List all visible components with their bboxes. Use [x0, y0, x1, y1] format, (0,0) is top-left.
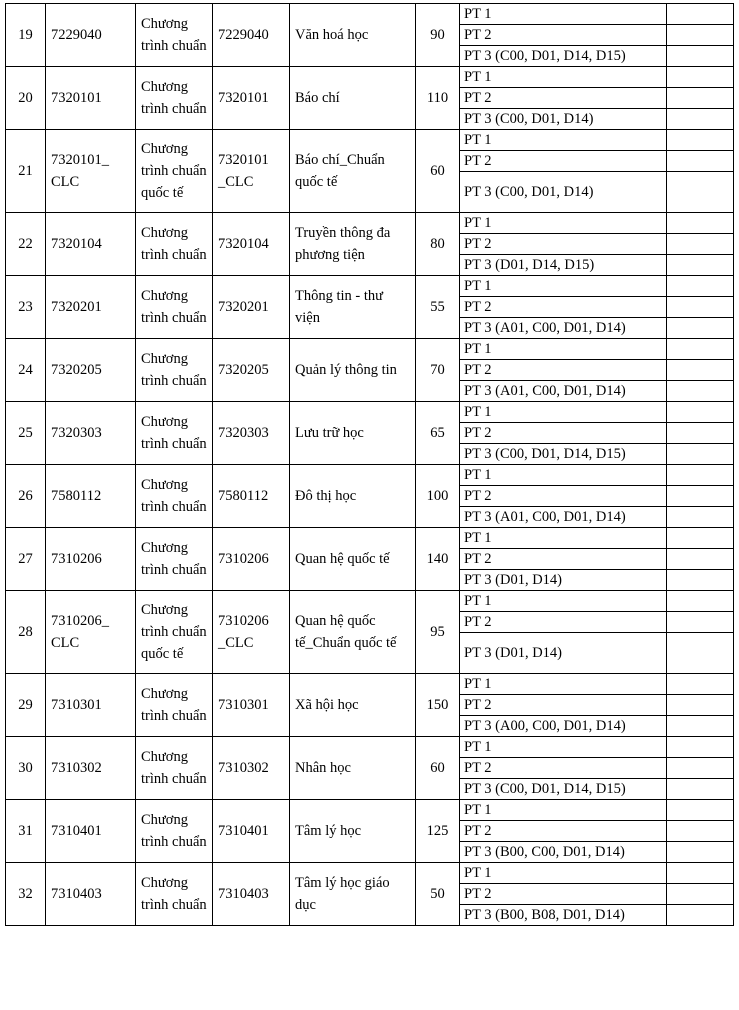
admission-code: 7229040 [213, 4, 290, 67]
empty-cell [667, 213, 734, 234]
admission-table [5, 3, 734, 926]
major-code: 7320303 [46, 402, 136, 465]
empty-cell [667, 737, 734, 758]
empty-cell [667, 234, 734, 255]
quota: 125 [416, 800, 460, 863]
program-type: Chương trình chuẩn [136, 737, 213, 800]
admission-method: PT 2 [460, 360, 667, 381]
quota: 95 [416, 591, 460, 674]
table-row [6, 339, 734, 360]
admission-code: 7320201 [213, 276, 290, 339]
major-code: 7320201 [46, 276, 136, 339]
major-name: Nhân học [290, 737, 416, 800]
admission-method: PT 2 [460, 151, 667, 172]
row-number: 19 [6, 4, 46, 67]
admission-code: 7310403 [213, 863, 290, 926]
quota: 50 [416, 863, 460, 926]
empty-cell [667, 821, 734, 842]
table-row [6, 863, 734, 884]
major-code: 7310403 [46, 863, 136, 926]
admission-method: PT 3 (B00, C00, D01, D14) [460, 842, 667, 863]
empty-cell [667, 507, 734, 528]
program-type: Chương trình chuẩn quốc tế [136, 130, 213, 213]
admission-method: PT 3 (A01, C00, D01, D14) [460, 381, 667, 402]
empty-cell [667, 779, 734, 800]
empty-cell [667, 633, 734, 674]
major-name: Văn hoá học [290, 4, 416, 67]
empty-cell [667, 402, 734, 423]
major-name: Quan hệ quốc tế [290, 528, 416, 591]
program-type: Chương trình chuẩn [136, 4, 213, 67]
program-type: Chương trình chuẩn [136, 402, 213, 465]
row-number: 23 [6, 276, 46, 339]
empty-cell [667, 25, 734, 46]
admission-method: PT 1 [460, 213, 667, 234]
empty-cell [667, 716, 734, 737]
empty-cell [667, 360, 734, 381]
admission-code: 7320104 [213, 213, 290, 276]
table-row [6, 528, 734, 549]
major-name: Báo chí [290, 67, 416, 130]
major-name: Xã hội học [290, 674, 416, 737]
empty-cell [667, 549, 734, 570]
admission-method: PT 2 [460, 884, 667, 905]
empty-cell [667, 318, 734, 339]
major-code: 7580112 [46, 465, 136, 528]
program-type: Chương trình chuẩn [136, 339, 213, 402]
admission-method: PT 1 [460, 4, 667, 25]
admission-method: PT 1 [460, 465, 667, 486]
quota: 65 [416, 402, 460, 465]
admission-method: PT 3 (A00, C00, D01, D14) [460, 716, 667, 737]
quota: 90 [416, 4, 460, 67]
admission-method: PT 3 (C00, D01, D14) [460, 172, 667, 213]
admission-method: PT 1 [460, 67, 667, 88]
program-type: Chương trình chuẩn [136, 674, 213, 737]
major-code: 7320101 [46, 67, 136, 130]
empty-cell [667, 863, 734, 884]
major-code: 7310401 [46, 800, 136, 863]
admission-method: PT 2 [460, 423, 667, 444]
admission-method: PT 2 [460, 758, 667, 779]
admission-method: PT 3 (D01, D14, D15) [460, 255, 667, 276]
admission-method: PT 2 [460, 612, 667, 633]
empty-cell [667, 905, 734, 926]
empty-cell [667, 255, 734, 276]
table-row [6, 800, 734, 821]
admission-method: PT 2 [460, 25, 667, 46]
table-row [6, 465, 734, 486]
empty-cell [667, 612, 734, 633]
empty-cell [667, 674, 734, 695]
major-code: 7310302 [46, 737, 136, 800]
empty-cell [667, 842, 734, 863]
table-row [6, 402, 734, 423]
program-type: Chương trình chuẩn quốc tế [136, 591, 213, 674]
empty-cell [667, 109, 734, 130]
empty-cell [667, 884, 734, 905]
row-number: 22 [6, 213, 46, 276]
admission-method: PT 1 [460, 528, 667, 549]
admission-method: PT 2 [460, 821, 667, 842]
admission-code: 7320101 _CLC [213, 130, 290, 213]
table-row [6, 276, 734, 297]
admission-code: 7320303 [213, 402, 290, 465]
table-row [6, 213, 734, 234]
admission-method: PT 2 [460, 549, 667, 570]
major-code: 7320101_ CLC [46, 130, 136, 213]
admission-method: PT 2 [460, 234, 667, 255]
major-code: 7310206 [46, 528, 136, 591]
admission-method: PT 3 (C00, D01, D14, D15) [460, 46, 667, 67]
admission-method: PT 1 [460, 800, 667, 821]
admission-method: PT 1 [460, 863, 667, 884]
table-row [6, 130, 734, 151]
admission-method: PT 3 (A01, C00, D01, D14) [460, 507, 667, 528]
admission-code: 7310302 [213, 737, 290, 800]
row-number: 26 [6, 465, 46, 528]
quota: 140 [416, 528, 460, 591]
program-type: Chương trình chuẩn [136, 213, 213, 276]
admission-method: PT 2 [460, 297, 667, 318]
major-code: 7320104 [46, 213, 136, 276]
row-number: 30 [6, 737, 46, 800]
admission-code: 7310401 [213, 800, 290, 863]
program-type: Chương trình chuẩn [136, 67, 213, 130]
program-type: Chương trình chuẩn [136, 276, 213, 339]
admission-code: 7320205 [213, 339, 290, 402]
empty-cell [667, 67, 734, 88]
quota: 110 [416, 67, 460, 130]
row-number: 32 [6, 863, 46, 926]
empty-cell [667, 695, 734, 716]
row-number: 29 [6, 674, 46, 737]
empty-cell [667, 800, 734, 821]
admission-method: PT 1 [460, 130, 667, 151]
empty-cell [667, 423, 734, 444]
major-name: Quản lý thông tin [290, 339, 416, 402]
admission-method: PT 1 [460, 402, 667, 423]
admission-method: PT 3 (B00, B08, D01, D14) [460, 905, 667, 926]
table-row [6, 737, 734, 758]
admission-code: 7310301 [213, 674, 290, 737]
empty-cell [667, 4, 734, 25]
admission-code: 7310206 [213, 528, 290, 591]
major-code: 7310206_ CLC [46, 591, 136, 674]
major-code: 7229040 [46, 4, 136, 67]
empty-cell [667, 276, 734, 297]
quota: 55 [416, 276, 460, 339]
admission-method: PT 3 (C00, D01, D14) [460, 109, 667, 130]
quota: 70 [416, 339, 460, 402]
admission-method: PT 3 (D01, D14) [460, 633, 667, 674]
major-name: Tâm lý học [290, 800, 416, 863]
major-code: 7320205 [46, 339, 136, 402]
quota: 60 [416, 130, 460, 213]
admission-method: PT 3 (C00, D01, D14, D15) [460, 444, 667, 465]
empty-cell [667, 465, 734, 486]
admission-method: PT 2 [460, 486, 667, 507]
major-name: Thông tin - thư viện [290, 276, 416, 339]
major-name: Tâm lý học giáo dục [290, 863, 416, 926]
major-name: Đô thị học [290, 465, 416, 528]
empty-cell [667, 570, 734, 591]
quota: 80 [416, 213, 460, 276]
major-name: Báo chí_Chuẩn quốc tế [290, 130, 416, 213]
row-number: 20 [6, 67, 46, 130]
quota: 150 [416, 674, 460, 737]
admission-code: 7320101 [213, 67, 290, 130]
empty-cell [667, 528, 734, 549]
row-number: 31 [6, 800, 46, 863]
empty-cell [667, 444, 734, 465]
major-name: Truyền thông đa phương tiện [290, 213, 416, 276]
admission-method: PT 1 [460, 276, 667, 297]
admission-method: PT 2 [460, 88, 667, 109]
row-number: 27 [6, 528, 46, 591]
empty-cell [667, 88, 734, 109]
empty-cell [667, 130, 734, 151]
table-body [6, 4, 734, 926]
program-type: Chương trình chuẩn [136, 465, 213, 528]
admission-code: 7580112 [213, 465, 290, 528]
empty-cell [667, 486, 734, 507]
admission-method: PT 1 [460, 591, 667, 612]
empty-cell [667, 339, 734, 360]
empty-cell [667, 151, 734, 172]
program-type: Chương trình chuẩn [136, 528, 213, 591]
row-number: 25 [6, 402, 46, 465]
admission-method: PT 2 [460, 695, 667, 716]
admission-method: PT 1 [460, 737, 667, 758]
table-row [6, 4, 734, 25]
admission-method: PT 3 (C00, D01, D14, D15) [460, 779, 667, 800]
admission-method: PT 1 [460, 674, 667, 695]
admission-method: PT 1 [460, 339, 667, 360]
row-number: 28 [6, 591, 46, 674]
empty-cell [667, 381, 734, 402]
major-name: Quan hệ quốc tế_Chuẩn quốc tế [290, 591, 416, 674]
empty-cell [667, 297, 734, 318]
table-row [6, 674, 734, 695]
empty-cell [667, 46, 734, 67]
admission-method: PT 3 (D01, D14) [460, 570, 667, 591]
quota: 100 [416, 465, 460, 528]
program-type: Chương trình chuẩn [136, 800, 213, 863]
empty-cell [667, 591, 734, 612]
program-type: Chương trình chuẩn [136, 863, 213, 926]
major-code: 7310301 [46, 674, 136, 737]
row-number: 21 [6, 130, 46, 213]
admission-method: PT 3 (A01, C00, D01, D14) [460, 318, 667, 339]
table-row [6, 591, 734, 612]
row-number: 24 [6, 339, 46, 402]
quota: 60 [416, 737, 460, 800]
major-name: Lưu trữ học [290, 402, 416, 465]
table-row [6, 67, 734, 88]
admission-code: 7310206 _CLC [213, 591, 290, 674]
empty-cell [667, 172, 734, 213]
empty-cell [667, 758, 734, 779]
